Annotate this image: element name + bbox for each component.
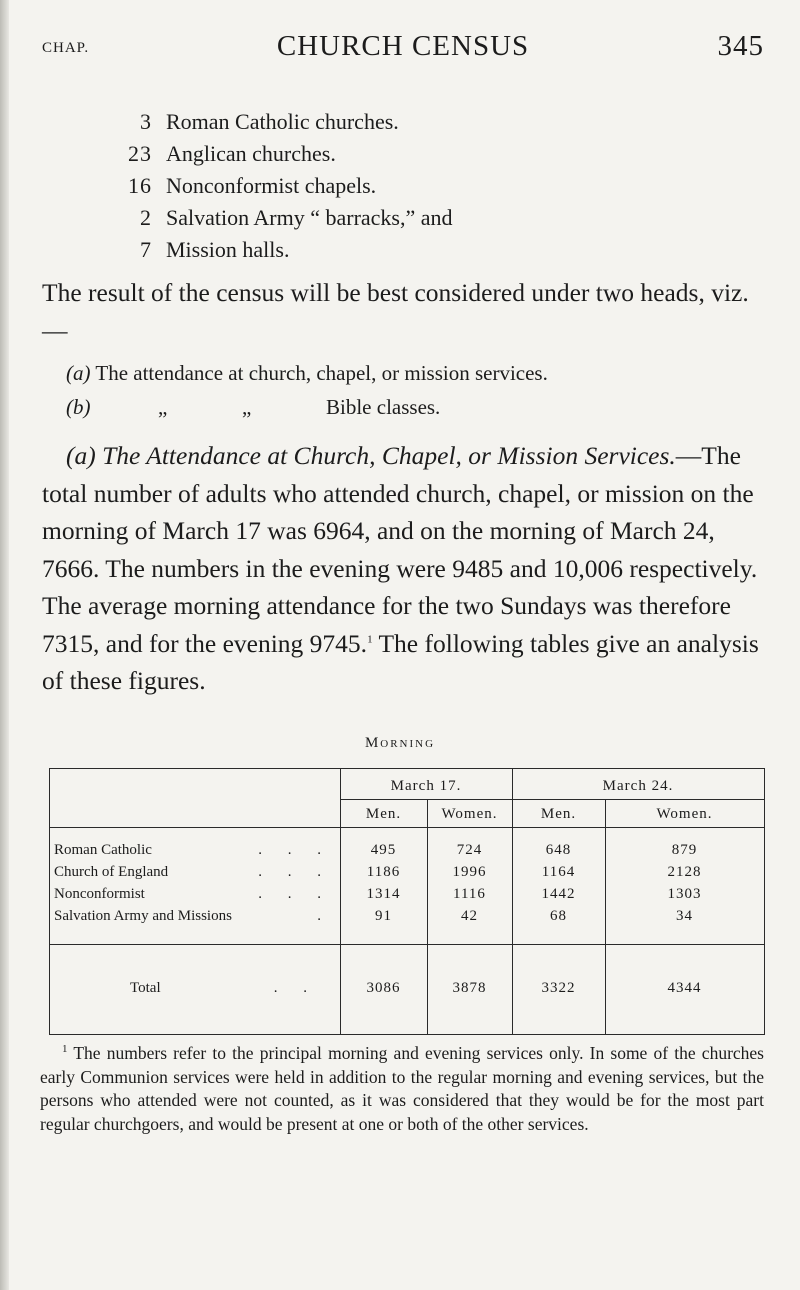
list-count: 3 xyxy=(140,109,152,134)
total-label: Total . . xyxy=(130,980,318,996)
table-rule-left xyxy=(49,768,50,1035)
row-label: Nonconformist . . . xyxy=(54,886,332,902)
column-header: Men. xyxy=(540,806,577,822)
row-label: Salvation Army and Missions . xyxy=(54,908,332,924)
table-cell: 2128 xyxy=(667,864,702,880)
total-cell: 4344 xyxy=(667,980,702,996)
section-heading: The Attendance at Church, Chapel, or Mission Services. xyxy=(102,441,676,470)
head-b-text: Bible classes. xyxy=(326,395,441,419)
intro-paragraph: The result of the census will be best considered under two heads, viz.— xyxy=(42,278,749,345)
table-cell: 1996 xyxy=(452,864,487,880)
table-cell: 1116 xyxy=(453,886,486,902)
table-rule-bottom xyxy=(49,1034,765,1035)
footnote-ref: 1 xyxy=(367,633,373,645)
table-cell: 1314 xyxy=(366,886,401,902)
table-cell: 879 xyxy=(671,842,698,858)
footnote-mark: 1 xyxy=(62,1043,68,1056)
table-rule-subheader xyxy=(340,799,765,800)
table-rule-top xyxy=(49,768,765,769)
page-number: 345 xyxy=(717,30,764,62)
list-count: 23 xyxy=(128,141,152,166)
head-a-text: The attendance at church, chapel, or mission services. xyxy=(95,361,548,385)
table-cell: 91 xyxy=(375,908,392,924)
footnote xyxy=(40,1042,764,1136)
table-cell: 1164 xyxy=(541,864,576,880)
table-cell: 1186 xyxy=(366,864,401,880)
total-cell: 3878 xyxy=(452,980,487,996)
list-label: Mission halls. xyxy=(166,237,290,262)
table-cell: 724 xyxy=(456,842,483,858)
total-cell: 3086 xyxy=(366,980,401,996)
ditto-mark: „ xyxy=(242,395,252,419)
table-cell: 648 xyxy=(545,842,572,858)
list-label: Roman Catholic churches. xyxy=(166,109,399,134)
group-header-march-17: March 17. xyxy=(390,778,462,794)
table-rule-right xyxy=(764,768,765,1035)
column-header: Women. xyxy=(656,806,713,822)
list-label: Nonconformist chapels. xyxy=(166,173,377,198)
row-label: Church of England . . . xyxy=(54,864,332,880)
column-header: Men. xyxy=(365,806,402,822)
list-count: 7 xyxy=(140,237,152,262)
table-rule-total xyxy=(49,944,765,945)
column-header: Women. xyxy=(441,806,498,822)
list-count: 16 xyxy=(128,173,152,198)
group-header-march-24: March 24. xyxy=(602,778,674,794)
footnote-text: The numbers refer to the principal morning and evening services only. In some of the churches early Communion services were held in addition to the regular morning and evening services, but the persons who attended were not counted, as it was considered that they would be for the most part regular churchgoers, and would be present at one or both of the other services. xyxy=(40,1043,764,1134)
table-cell: 495 xyxy=(370,842,397,858)
ditto-mark: „ xyxy=(158,395,168,419)
total-cell: 3322 xyxy=(541,980,576,996)
section-body-end: The following tables give an analysis of these figures. xyxy=(42,628,759,695)
page-title: CHURCH CENSUS xyxy=(276,30,530,62)
table-cell: 42 xyxy=(461,908,478,924)
table-cell: 1442 xyxy=(541,886,576,902)
table-title: Morning xyxy=(364,735,436,751)
chapter-label: CHAP. xyxy=(42,40,90,56)
table-cell: 1303 xyxy=(667,886,702,902)
row-label: Roman Catholic . . . xyxy=(54,842,332,858)
head-b-mark: (b) xyxy=(66,395,91,419)
section-body: —The total number of adults who attended church, chapel, or mission on the morning of March 17 was 6964, and on the morning of March 24, 7666. The numbers in the evening were 9485 and 10,006 respectively. The average morning attendance for the two Sundays was therefore 7315, and for the evening 9745. xyxy=(42,441,758,658)
head-a-mark: (a) xyxy=(66,361,91,385)
table-cell: 68 xyxy=(550,908,567,924)
list-label: Salvation Army “ barracks,” and xyxy=(166,205,453,230)
table-rule-header xyxy=(49,827,765,828)
section-mark: (a) xyxy=(66,441,96,470)
list-count: 2 xyxy=(140,205,152,230)
table-cell: 34 xyxy=(676,908,693,924)
list-label: Anglican churches. xyxy=(166,141,336,166)
